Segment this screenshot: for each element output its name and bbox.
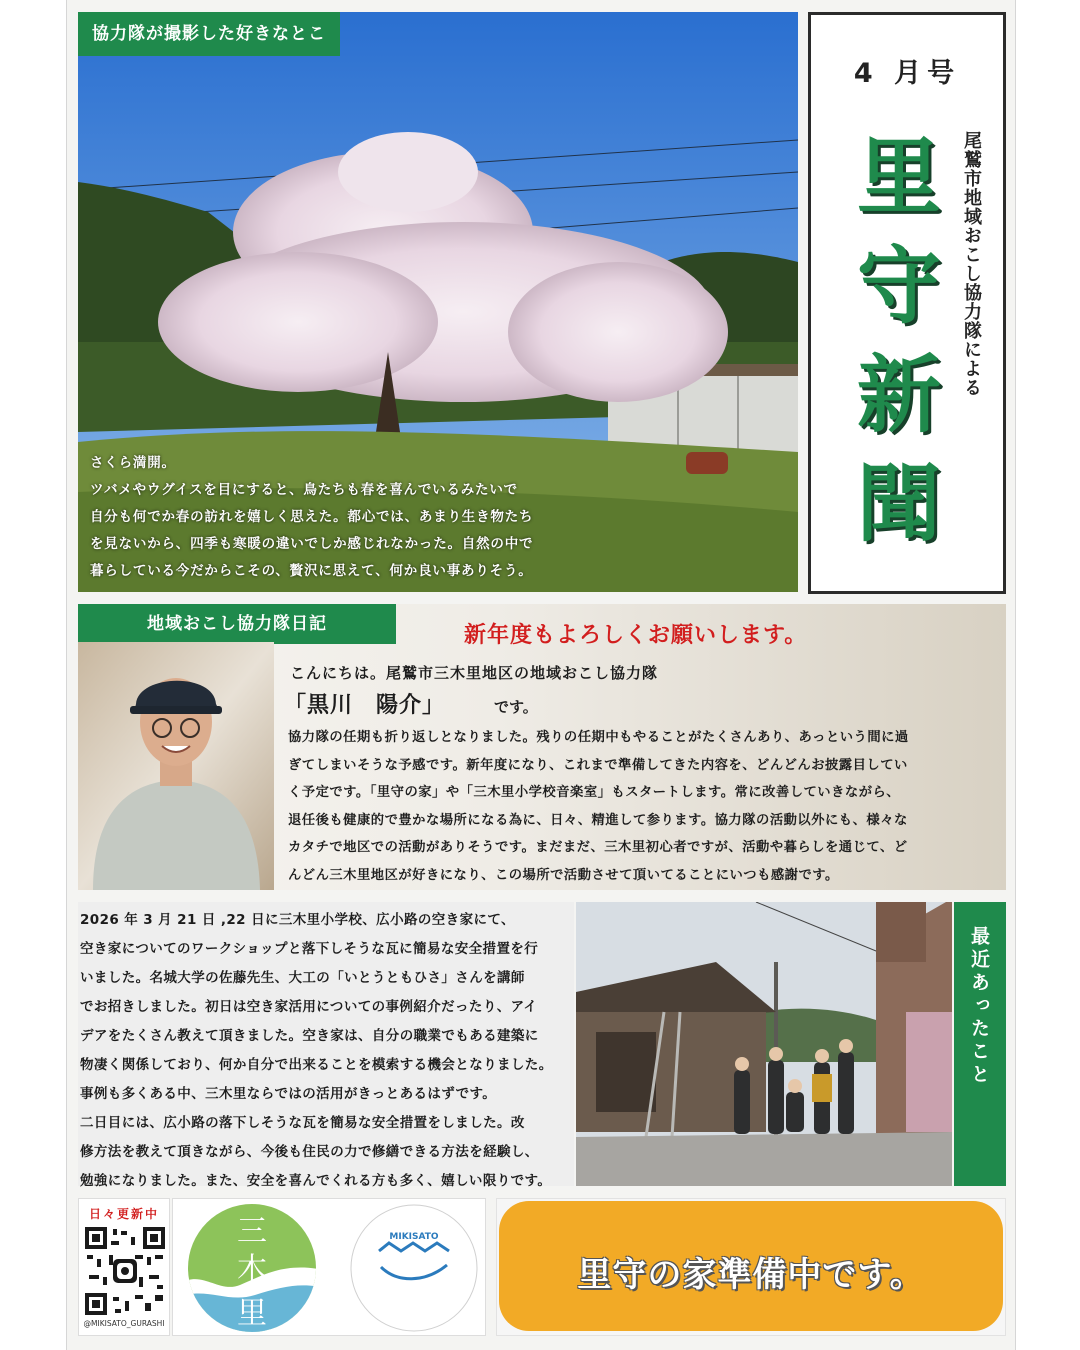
diary-line: 退任後も健康的で豊かな場所になる為に、日々、精進して参ります。協力隊の活動以外にも、様々な (288, 812, 908, 828)
recent-article (78, 902, 574, 1189)
recent-line: でお招きしました。初日は空き家活用についての事例紹介だったり、アイ (80, 999, 538, 1015)
diary-headline: 新年度もよろしくお願いします。 (464, 623, 808, 648)
recent-line: 二日目には、広小路の落下しそうな瓦を簡易な安全措置をしました。改 (80, 1115, 525, 1131)
logo-char: 里 (237, 1296, 267, 1331)
mikisato-logo (185, 1203, 319, 1333)
issue-label: 4 月号 (853, 58, 961, 89)
recent-line: 事例も多くある中、三木里ならではの活用がきっとあるはずです。 (80, 1086, 497, 1102)
announcement-banner (496, 1198, 1006, 1336)
banner-text: 里守の家準備中です。 (577, 1255, 925, 1295)
workshop-image (576, 902, 952, 1186)
social-handle: @MIKISATO_GURASHI (83, 1319, 165, 1328)
caption-line: 暮らしている今だからこその、贅沢に思えて、何か良い事ありそう。 (90, 563, 533, 579)
recent-line: デアをたくさん教えて頂きました。空き家は、自分の職業でもある建築に (80, 1028, 539, 1044)
logo2-text: MIKISATO (389, 1232, 439, 1242)
diary-line: んどん三木里地区が好きになり、この場所で活動させて頂いてることにいつも感謝です。 (288, 867, 839, 883)
logo-char: 三 (237, 1214, 267, 1249)
newspaper-subtitle: 尾鷲市地域おこし協力隊による (961, 131, 982, 397)
recent-body (80, 906, 572, 1196)
qr-label: 日々更新中 (88, 1207, 159, 1221)
author-suffix: です。 (494, 698, 538, 716)
workshop-photo (576, 902, 952, 1186)
diary-line: ぎてしまいそうな予感です。新年度になり、これまで準備してきた内容を、どんどんお披露目してい (288, 757, 908, 773)
cherry-blossom-photo (78, 12, 798, 592)
caption-line: 自分も何でか春の訪れを嬉しく思えた。都心では、あまり生き物たち (90, 509, 534, 525)
qr-code-icon[interactable] (85, 1227, 165, 1315)
diary-line: カタチで地区での活動がありそうです。まだまだ、三木里初心者ですが、活動や暮らしを通じて、ど (288, 840, 908, 855)
logo-char: 木 (237, 1252, 267, 1287)
recent-line: 勉強になりました。また、安全を喜んでくれる方も多く、嬉しい限りです。 (80, 1173, 552, 1189)
photo-caption (90, 450, 533, 585)
recent-section-tag (954, 902, 1006, 1186)
photo-section-tag: 協力隊が撮影した好きなとこ (78, 12, 340, 56)
caption-line: ツバメやウグイスを目にすると、鳥たちも春を喜んでいるみたいで (90, 482, 518, 498)
mikisato-round-logo (347, 1203, 481, 1333)
diary-line: く予定です。「里守の家」や「三木里小学校音楽室」もスタートします。常に改善していきながら、 (288, 785, 901, 800)
caption-line: さくら満開。 (90, 455, 176, 471)
recent-line: 修方法を教えて頂きながら、今後も住民の力で修繕できる方法を経験し、 (80, 1144, 539, 1160)
recent-line: 空き家についてのワークショップと落下しそうな瓦に簡易な安全措置を行 (80, 941, 539, 957)
author-name: 「黒川 陽介」 (284, 693, 446, 718)
diary-section (78, 604, 1006, 890)
qr-code-card[interactable] (78, 1198, 170, 1336)
logo-card (172, 1198, 486, 1336)
diary-tag: 地域おこし協力隊日記 (78, 604, 396, 644)
title-char: 守 (856, 237, 941, 335)
recent-line: 2026 年 3 月 21 日 ,22 日に三木里小学校、広小路の空き家にて、 (80, 912, 515, 928)
newspaper-title (849, 123, 949, 559)
title-char: 新 (856, 346, 941, 444)
portrait-photo (78, 642, 274, 890)
caption-line: を見ないから、四季も寒暖の違いでしか感じれなかった。自然の中で (90, 536, 534, 552)
recent-line: 物凄く関係しており、何か自分で出来ることを模索する機会となりました。 (80, 1057, 553, 1073)
diary-greeting: こんにちは。尾鷲市三木里地区の地域おこし協力隊 (290, 664, 659, 682)
portrait-image (78, 642, 274, 890)
diary-body (288, 724, 1004, 889)
recent-line: いました。名城大学の佐藤先生、大工の「いとうともひさ」さんを講師 (80, 970, 525, 986)
diary-line: 協力隊の任期も折り返しとなりました。残りの任期中もやることがたくさんあり、あっという間に過 (288, 730, 909, 745)
masthead (808, 12, 1006, 594)
banner-pill (499, 1201, 1003, 1331)
recent-tag-label: 最近あったこと (968, 926, 990, 1087)
title-char: 聞 (856, 455, 941, 553)
title-char: 里 (856, 128, 941, 226)
